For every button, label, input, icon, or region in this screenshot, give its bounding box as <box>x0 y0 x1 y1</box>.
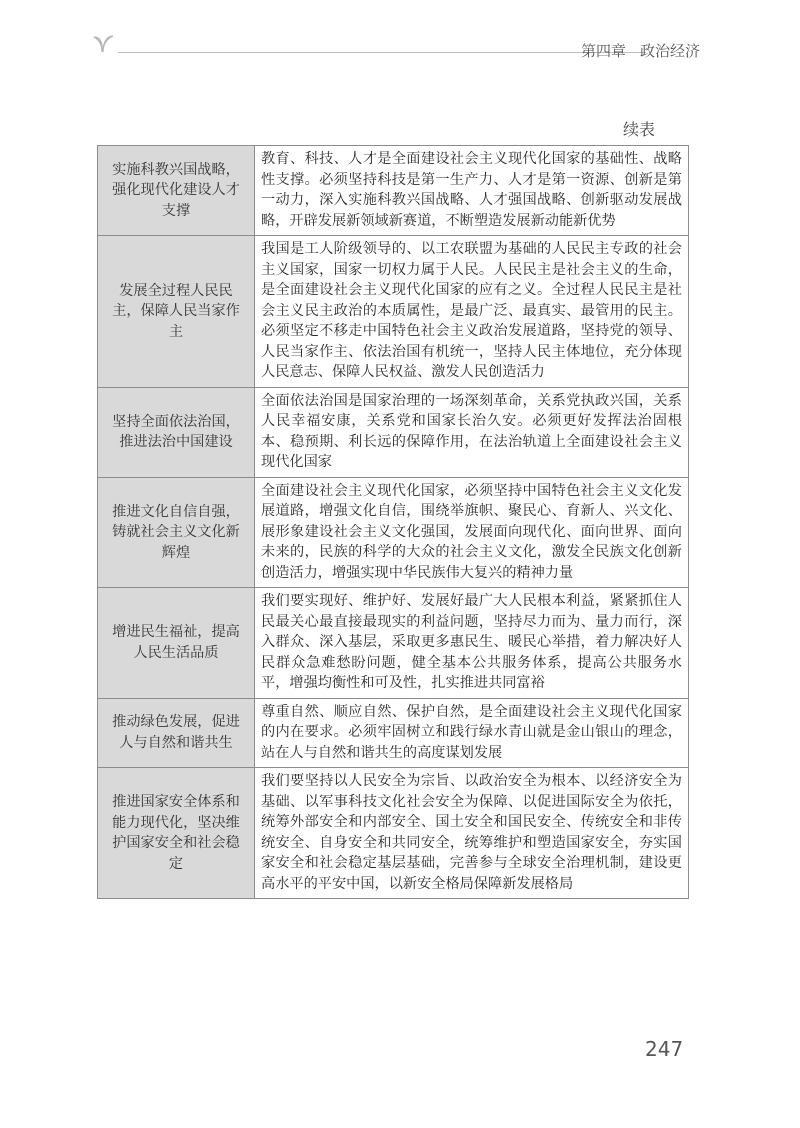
header-rule <box>118 52 646 53</box>
content-cell: 我们要实现好、维护好、发展好最广大人民根本利益，紧紧抓住人民最关心最直接最现实的利益问题，坚持尽力而为、量力而行，深入群众、深入基层，采取更多惠民生、暖民心举措，着力解决好人民群众急难愁盼问题，健全基本公共服务体系，提高公共服务水平，增强均衡性和可及性，扎实推进共同富裕 <box>255 588 689 699</box>
content-cell: 尊重自然、顺应自然、保护自然，是全面建设社会主义现代化国家的内在要求。必须牢固树立和践行绿水青山就是金山银山的理念，站在人与自然和谐共生的高度谋划发展 <box>255 698 689 768</box>
topic-cell: 实施科教兴国战略，强化现代化建设人才支撑 <box>98 146 255 236</box>
table-row <box>98 698 689 768</box>
topic-cell: 推进文化自信自强，铸就社会主义文化新辉煌 <box>98 477 255 588</box>
table-row <box>98 236 689 388</box>
page-header <box>88 30 700 58</box>
content-cell: 全面依法治国是国家治理的一场深刻革命，关系党执政兴国，关系人民幸福安康，关系党和国家长治久安。必须更好发挥法治固根本、稳预期、利长远的保障作用，在法治轨道上全面建设社会主义现代化国家 <box>255 387 689 477</box>
continued-label: 续表 <box>623 120 656 139</box>
chapter-title: 政治经济 <box>639 42 700 60</box>
topic-cell: 增进民生福祉，提高人民生活品质 <box>98 588 255 699</box>
table-row <box>98 477 689 588</box>
topic-cell: 推进国家安全体系和能力现代化，坚决维护国家安全和社会稳定 <box>98 768 255 899</box>
topic-cell: 推动绿色发展，促进人与自然和谐共生 <box>98 698 255 768</box>
policy-table <box>97 145 689 899</box>
table-row <box>98 146 689 236</box>
topic-cell: 发展全过程人民民主，保障人民当家作主 <box>98 236 255 388</box>
chapter-number: 第四章 <box>580 42 626 60</box>
chapter-heading <box>581 40 700 61</box>
content-cell: 我国是工人阶级领导的、以工农联盟为基础的人民民主专政的社会主义国家，国家一切权力属于人民。人民民主是社会主义的生命，是全面建设社会主义现代化国家的应有之义。全过程人民民主是社会主义民主政治的本质属性，是最广泛、最真实、最管用的民主。必须坚定不移走中国特色社会主义政治发展道路，坚持党的领导、人民当家作主、依法治国有机统一，坚持人民主体地位，充分体现人民意志、保障人民权益、激发人民创造活力 <box>255 236 689 388</box>
table-row <box>98 387 689 477</box>
content-cell: 我们要坚持以人民安全为宗旨、以政治安全为根本、以经济安全为基础、以军事科技文化社会安全为保障、以促进国际安全为依托，统筹外部安全和内部安全、国土安全和国民安全、传统安全和非传统安全、自身安全和共同安全，统筹维护和塑造国家安全，夯实国家安全和社会稳定基层基础，完善参与全球安全治理机制，建设更高水平的平安中国，以新安全格局保障新发展格局 <box>255 768 689 899</box>
table-row <box>98 768 689 899</box>
topic-cell: 坚持全面依法治国，推进法治中国建设 <box>98 387 255 477</box>
page-number: 247 <box>645 1037 684 1061</box>
leaf-icon <box>88 32 118 54</box>
table-row <box>98 588 689 699</box>
content-cell: 全面建设社会主义现代化国家，必须坚持中国特色社会主义文化发展道路，增强文化自信，围绕举旗帜、聚民心、育新人、兴文化、展形象建设社会主义文化强国，发展面向现代化、面向世界、面向未来的，民族的科学的大众的社会主义文化，激发全民族文化创新创造活力，增强实现中华民族伟大复兴的精神力量 <box>255 477 689 588</box>
content-cell: 教育、科技、人才是全面建设社会主义现代化国家的基础性、战略性支撑。必须坚持科技是第一生产力、人才是第一资源、创新是第一动力，深入实施科教兴国战略、人才强国战略、创新驱动发展战略，开辟发展新领域新赛道，不断塑造发展新动能新优势 <box>255 146 689 236</box>
